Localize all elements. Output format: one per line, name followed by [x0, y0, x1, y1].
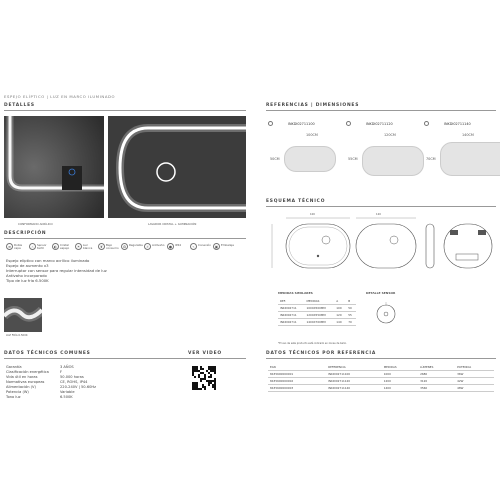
spec-value: 220-240V | 50-60Hz — [60, 385, 97, 389]
layers-icon: ≡ — [7, 245, 11, 249]
table-cell: INKDI02711140 — [326, 385, 382, 392]
sun-icon: ☼ — [145, 245, 150, 249]
table-cell: 70 — [346, 319, 356, 326]
table-cell: 48W — [455, 385, 494, 392]
table-cell: 55 — [346, 312, 356, 319]
feature-label: Cristal espejo — [60, 243, 70, 251]
table-cell: INKDI02711 — [278, 319, 305, 326]
reference-radio[interactable] — [268, 121, 273, 126]
box-icon: ▣ — [214, 245, 219, 249]
photo-light-detail — [4, 298, 42, 332]
table-cell: 1200 — [382, 378, 418, 385]
detail-sensor-title: DETALLE SENSOR — [366, 291, 396, 295]
table-header: B — [346, 298, 356, 305]
qr-code[interactable] — [192, 366, 216, 390]
description-list — [6, 258, 166, 283]
section-referencias: REFERENCIAS | DIMENSIONES — [266, 103, 360, 108]
section-datos-referencia: DATOS TÉCNICOS POR REFERENCIA — [266, 351, 377, 356]
table-row — [278, 305, 356, 312]
spec-label: Vida útil en horas — [6, 375, 38, 379]
table-cell: INKDI02711120 — [326, 378, 382, 385]
table-cell: 8435600000001 — [268, 371, 326, 378]
reference-code: INKDI02711140 — [444, 122, 471, 126]
table-cell: 3120 — [418, 378, 455, 385]
feature-label: Regulable — [129, 243, 143, 247]
spec-label: Tono luz — [6, 395, 21, 399]
divider — [4, 238, 246, 239]
spec-label: Alimentación (V) — [6, 385, 36, 389]
table-cell: 3560 — [418, 385, 455, 392]
page-title: ESPEJO ELÍPTICO | LUZ EN MARCO ILUMINADO — [4, 94, 116, 99]
feature-label: Sensor táctil — [37, 243, 47, 251]
reference-height: 50CM — [270, 157, 280, 161]
feature-label: Conexión — [198, 243, 212, 247]
divider — [266, 206, 496, 207]
table-cell: 8435600000003 — [268, 385, 326, 392]
feature-label: Embalaje — [221, 243, 234, 247]
light-icon: ☀ — [76, 245, 81, 249]
spec-label: Clasificación energética — [6, 370, 49, 374]
feature-label: Bajo consumo — [106, 243, 119, 251]
description-item: Tipo de luz fría 6.500K — [6, 278, 49, 283]
feature-label: Antivaho — [152, 243, 165, 247]
photo-mirror-light — [108, 116, 246, 218]
description-item: Antivaho incorporado — [6, 273, 47, 278]
table-cell: 36W — [455, 371, 494, 378]
table-header: MEDIDAS — [305, 298, 335, 305]
section-esquema: ESQUEMA TÉCNICO — [266, 199, 326, 204]
spec-value: CE, ROHS, IP44 — [60, 380, 88, 384]
reference-height: 70CM — [426, 157, 436, 161]
reference-radio[interactable] — [346, 121, 351, 126]
divider — [4, 110, 246, 111]
mirror-icon: ◐ — [53, 245, 58, 249]
divider — [4, 358, 246, 359]
table-header: REFERENCIA — [326, 364, 382, 371]
table-cell: 1400 — [382, 385, 418, 392]
divider — [266, 110, 496, 111]
reference-code: INKDI02711120 — [366, 122, 393, 126]
divider — [266, 358, 496, 359]
description-item: Espejo elíptico con marco acrílico iluminado — [6, 258, 90, 263]
technical-drawing — [266, 210, 496, 280]
table-row — [268, 385, 494, 392]
table-row — [278, 319, 356, 326]
table-header: POTENCIA — [455, 364, 494, 371]
section-datos-comunes: DATOS TÉCNICOS COMUNES — [4, 351, 91, 356]
reference-spec-table — [268, 364, 494, 392]
leaf-icon: ❦ — [99, 245, 103, 249]
table-row — [278, 312, 356, 319]
mirror-thumbnail — [440, 142, 500, 176]
reference-radio[interactable] — [424, 121, 429, 126]
section-detalles: DETALLES — [4, 103, 35, 108]
reference-width: 120CM — [384, 133, 396, 137]
caption-acrylic: CONFORMADO ACRÍLICO — [18, 222, 53, 226]
table-cell: 1400X700MM — [305, 319, 335, 326]
touch-icon: ☝ — [29, 243, 36, 250]
table-cell: 140 — [334, 319, 346, 326]
caption-mirror-light: LAVADOR CRISTAL + ILUMINACIÓN — [148, 222, 197, 226]
table-cell: 8435600000002 — [268, 378, 326, 385]
table-header: MEDIDAS — [382, 364, 418, 371]
caption-light: LUZ FRÍA 6.500K — [6, 334, 28, 337]
schema-note: *El uso de este producto está indicado en zonas de baño. — [278, 342, 347, 345]
spec-label: Potencia (W) — [6, 390, 29, 394]
reference-width: 100CM — [306, 133, 318, 137]
similar-table-title: MEDIDAS SIMILARES — [278, 291, 313, 295]
table-cell: 100 — [334, 305, 346, 312]
mirror-thumbnail — [362, 146, 424, 176]
sensor-detail-drawing — [372, 300, 402, 330]
spec-label: Garantía — [6, 365, 22, 369]
table-header: EAN — [268, 364, 326, 371]
spec-value: 6.500K — [60, 395, 73, 399]
table-cell: 42W — [455, 378, 494, 385]
reference-height: 55CM — [348, 157, 358, 161]
section-ver-video: VER VIDEO — [188, 351, 222, 356]
dim-top-2: 120 — [376, 213, 381, 216]
table-row — [268, 371, 494, 378]
spec-value: F — [60, 370, 63, 374]
table-cell: 120 — [334, 312, 346, 319]
description-item: Espejo de aumento x3 — [6, 263, 49, 268]
plug-icon: ⌁ — [190, 243, 197, 250]
table-header: A — [334, 298, 346, 305]
photo-acrylic-frame — [4, 116, 104, 218]
table-cell: 50 — [346, 305, 356, 312]
spec-value: 50.000 horas — [60, 375, 84, 379]
table-cell: INKDI02711 — [278, 312, 305, 319]
drop-icon: ● — [168, 245, 173, 249]
settings-icon: ⚙ — [122, 245, 127, 249]
description-item: Interruptor con sensor para regular intensidad de luz — [6, 268, 107, 273]
spec-value: 3 AÑOS — [60, 365, 74, 369]
table-cell: 1200X550MM — [305, 312, 335, 319]
feature-label: IP44 — [175, 243, 182, 247]
feature-label: Luz blanca — [83, 243, 93, 251]
table-cell: INKDI02711100 — [326, 371, 382, 378]
mirror-thumbnail — [284, 146, 336, 172]
reference-width: 140CM — [462, 133, 474, 137]
reference-code: INKDI02711100 — [288, 122, 315, 126]
dim-top-1: 100 — [310, 213, 315, 216]
table-header: REF. — [278, 298, 305, 305]
similar-sizes-table — [278, 298, 356, 326]
table-cell: 1000 — [382, 371, 418, 378]
section-descripcion: DESCRIPCIÓN — [4, 231, 47, 236]
table-cell: 1000X500MM — [305, 305, 335, 312]
table-row — [268, 378, 494, 385]
spec-value: Variable — [60, 390, 75, 394]
table-cell: INKDI02711 — [278, 305, 305, 312]
feature-label: Doble capa — [14, 243, 23, 251]
table-cell: 2680 — [418, 371, 455, 378]
spec-label: Normativas europeas — [6, 380, 45, 384]
table-header: LÚMENES — [418, 364, 455, 371]
